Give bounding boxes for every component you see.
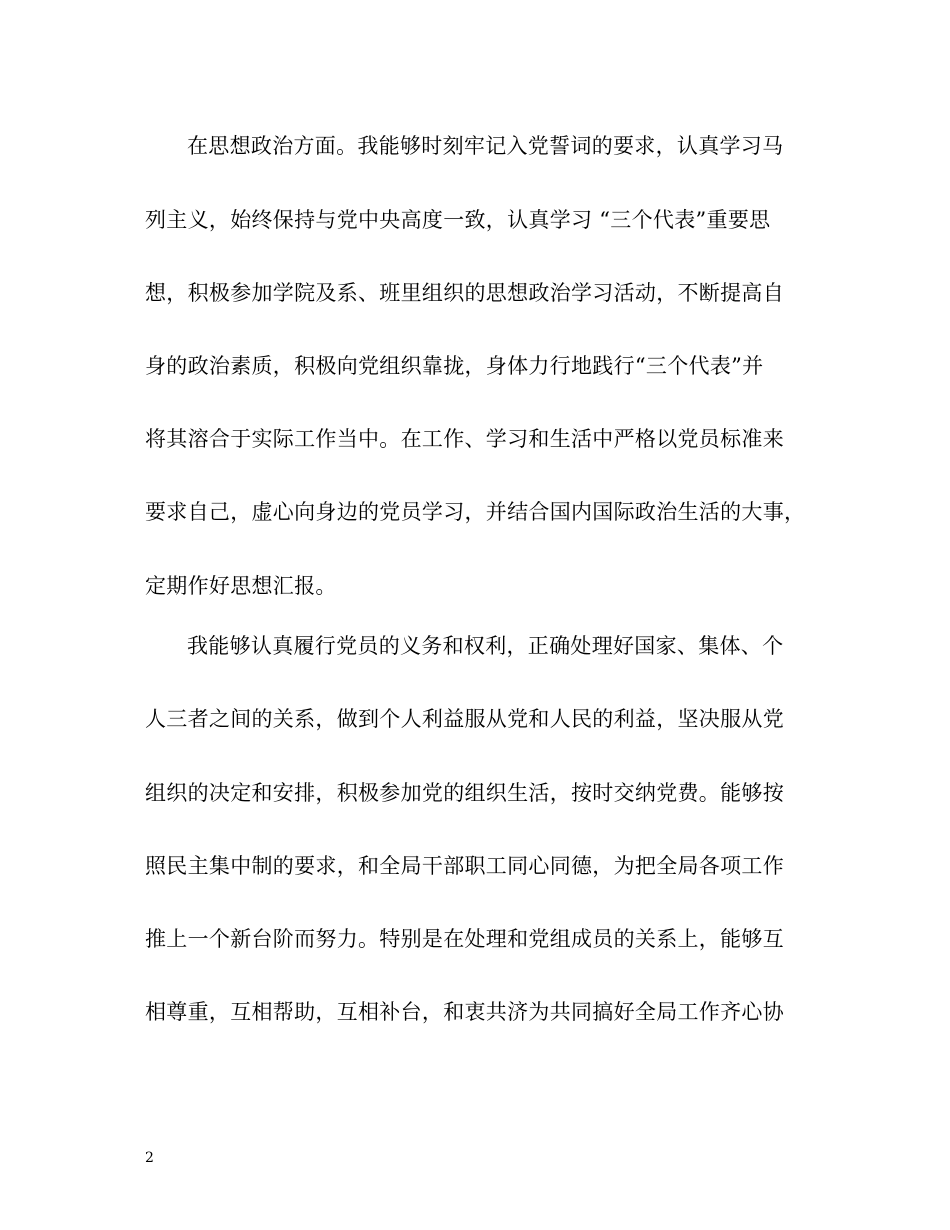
paragraph-1-line-2: 列主义，始终保持与党中央高度一致，认真学习 “三个代表”重要思 (145, 208, 771, 232)
paragraph-2-line-1: 我能够认真履行党员的义务和权利，正确处理好国家、集体、个 (187, 634, 784, 658)
paragraph-2-line-4: 照民主集中制的要求，和全局干部职工同心同德，为把全局各项工作 (145, 854, 784, 878)
paragraph-2-line-6: 相尊重，互相帮助，互相补台，和衷共济为共同搞好全局工作齐心协 (145, 1000, 784, 1024)
paragraph-2-line-2: 人三者之间的关系，做到个人利益服从党和人民的利益，坚决服从党 (145, 707, 784, 731)
paragraph-1-line-7: 定期作好思想汇报。 (145, 574, 337, 598)
paragraph-1-line-4: 身的政治素质，积极向党组织靠拢，身体力行地践行“三个代表”并 (145, 354, 764, 378)
paragraph-1-line-1: 在思想政治方面。我能够时刻牢记入党誓词的要求，认真学习马 (187, 134, 784, 158)
paragraph-2-line-3: 组织的决定和安排，积极参加党的组织生活，按时交纳党费。能够按 (145, 781, 784, 805)
paragraph-1-line-6: 要求自己，虚心向身边的党员学习，并结合国内国际政治生活的大事， (145, 500, 806, 524)
page-number: 2 (145, 1150, 154, 1166)
paragraph-1-line-5: 将其溶合于实际工作当中。在工作、学习和生活中严格以党员标准来 (145, 427, 784, 451)
paragraph-2-line-5: 推上一个新台阶而努力。特别是在处理和党组成员的关系上，能够互 (145, 927, 784, 951)
paragraph-1-line-3: 想，积极参加学院及系、班里组织的思想政治学习活动，不断提高自 (145, 281, 784, 305)
